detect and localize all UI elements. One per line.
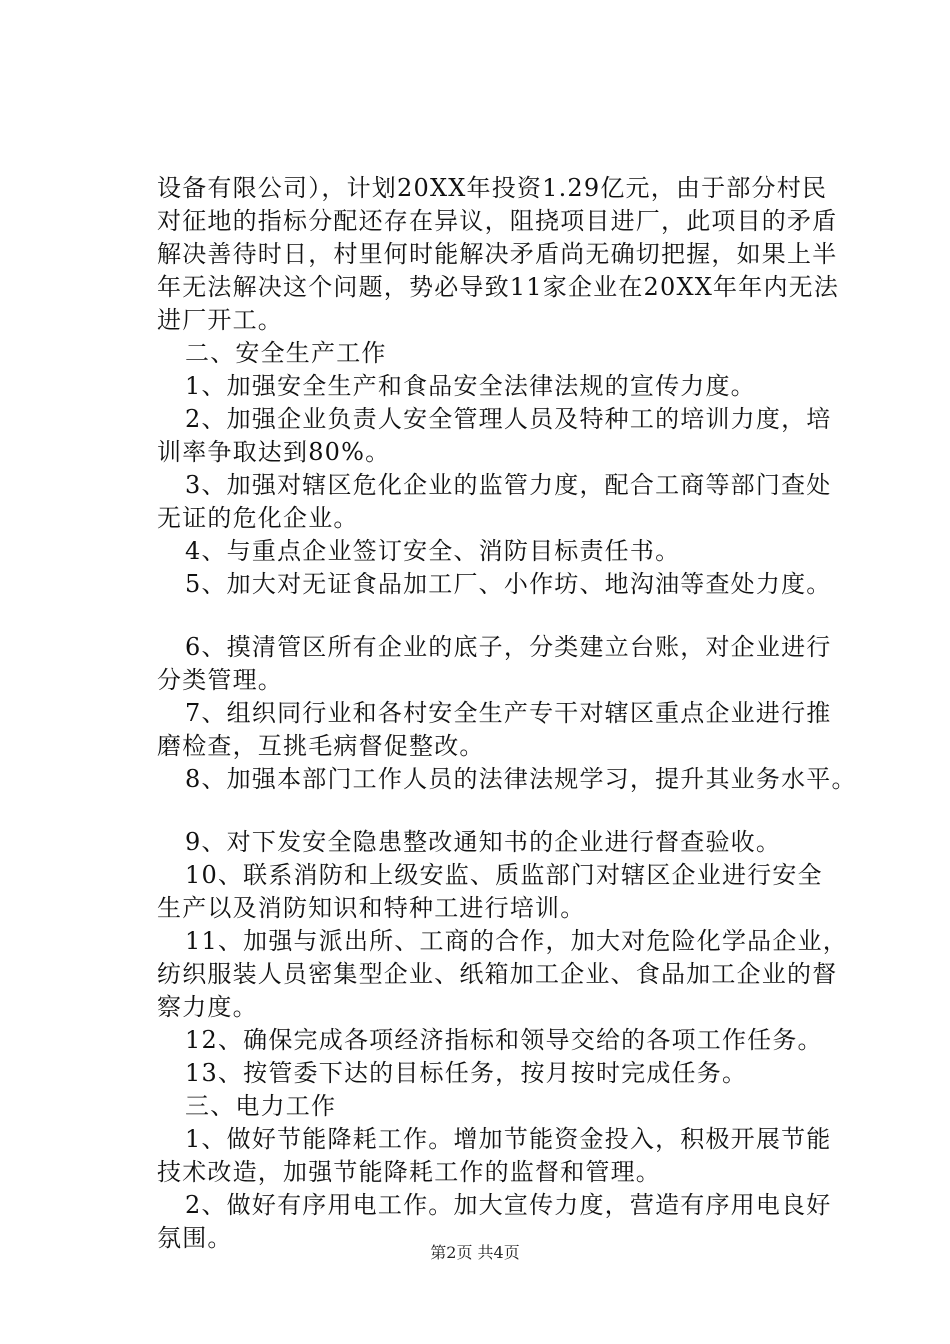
list-item: 9、对下发安全隐患整改通知书的企业进行督查验收。 — [185, 828, 782, 856]
list-item-continuation: 无证的危化企业。 — [157, 504, 359, 532]
list-item-continuation: 纺织服装人员密集型企业、纸箱加工企业、食品加工企业的督 — [157, 960, 838, 988]
list-item: 10、联系消防和上级安监、质监部门对辖区企业进行安全 — [185, 861, 823, 889]
section-heading: 三、电力工作 — [185, 1092, 337, 1120]
list-item-continuation: 察力度。 — [157, 993, 258, 1021]
list-item-continuation: 磨检查，互挑毛病督促整改。 — [157, 732, 485, 760]
list-item: 4、与重点企业签订安全、消防目标责任书。 — [185, 537, 681, 565]
paragraph-gap — [157, 601, 847, 631]
list-item: 11、加强与派出所、工商的合作，加大对危险化学品企业， — [185, 927, 848, 955]
list-item: 1、做好节能降耗工作。增加节能资金投入，积极开展节能 — [185, 1125, 832, 1153]
list-item-continuation: 氛围。 — [157, 1224, 233, 1252]
list-item: 2、加强企业负责人安全管理人员及特种工的培训力度，培 — [185, 405, 832, 433]
paragraph-gap — [157, 796, 847, 826]
list-item: 1、加强安全生产和食品安全法律法规的宣传力度。 — [185, 372, 756, 400]
list-item: 13、按管委下达的目标任务，按月按时完成任务。 — [185, 1059, 748, 1087]
list-item: 2、做好有序用电工作。加大宣传力度，营造有序用电良好 — [185, 1191, 832, 1219]
list-item: 12、确保完成各项经济指标和领导交给的各项工作任务。 — [185, 1026, 823, 1054]
list-item: 6、摸清管区所有企业的底子，分类建立台账，对企业进行 — [185, 633, 832, 661]
body-line: 设备有限公司），计划20XX年投资1.29亿元，由于部分村民 — [157, 174, 828, 202]
list-item-continuation: 技术改造，加强节能降耗工作的监督和管理。 — [157, 1158, 661, 1186]
list-item: 8、加强本部门工作人员的法律法规学习，提升其业务水平。 — [185, 765, 857, 793]
body-line: 解决善待时日，村里何时能解决矛盾尚无确切把握，如果上半 — [157, 240, 838, 268]
list-item-continuation: 训率争取达到80%。 — [157, 438, 391, 466]
body-line: 对征地的指标分配还存在异议，阻挠项目进厂，此项目的矛盾 — [157, 207, 838, 235]
body-line: 年无法解决这个问题，势必导致11家企业在20XX年年内无法 — [157, 273, 840, 301]
list-item-continuation: 分类管理。 — [157, 666, 283, 694]
section-heading: 二、安全生产工作 — [185, 339, 387, 367]
list-item: 7、组织同行业和各村安全生产专干对辖区重点企业进行推 — [185, 699, 832, 727]
document-body — [157, 172, 857, 1255]
body-line: 进厂开工。 — [157, 306, 283, 334]
list-item-continuation: 生产以及消防知识和特种工进行培训。 — [157, 894, 586, 922]
page-footer: 第2页 共4页 — [430, 1243, 520, 1262]
list-item: 5、加大对无证食品加工厂、小作坊、地沟油等查处力度。 — [185, 570, 832, 598]
list-item: 3、加强对辖区危化企业的监管力度，配合工商等部门查处 — [185, 471, 832, 499]
